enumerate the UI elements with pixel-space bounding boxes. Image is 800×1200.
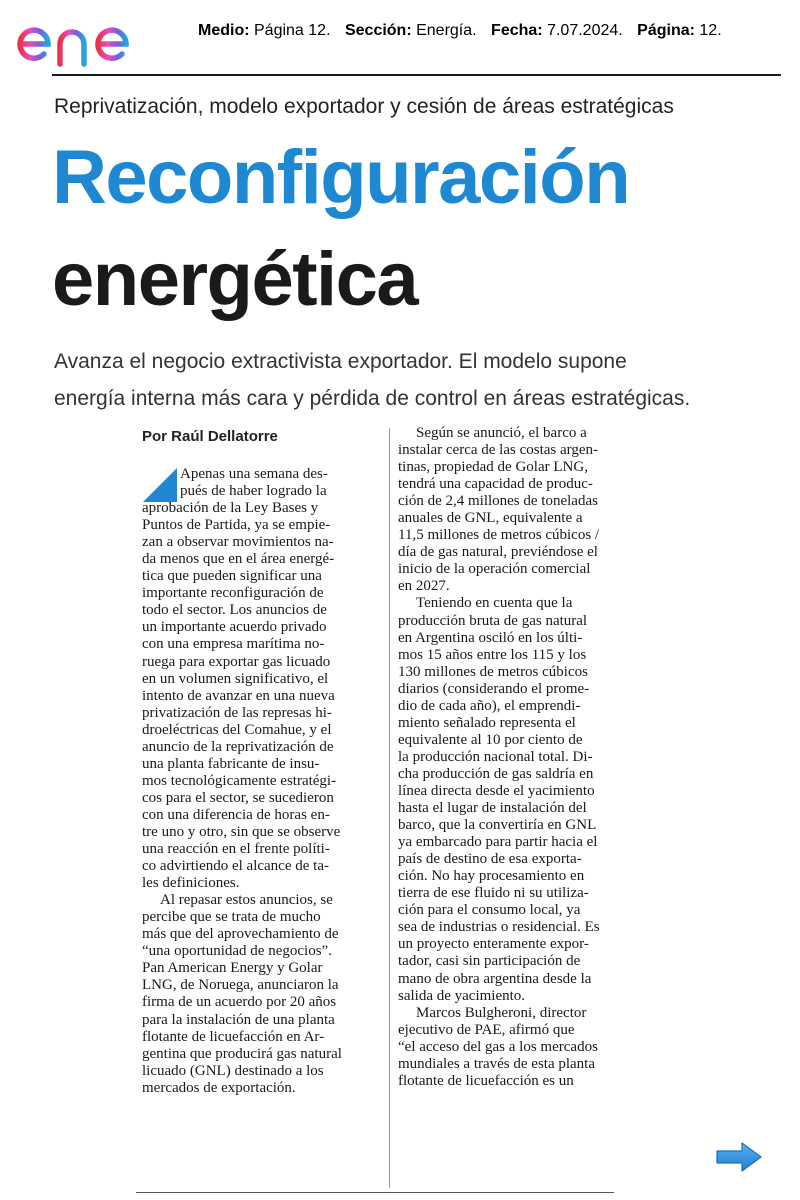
text-line: anuales de GNL, equivalente a (398, 510, 583, 527)
header-divider (52, 74, 781, 76)
text-line: tador, casi sin participación de (398, 953, 581, 970)
seccion-label: Sección: (344, 22, 412, 39)
text-line: tre uno y otro, sin que se observe (142, 823, 341, 840)
text-line: aprobación de la Ley Bases y (142, 500, 319, 517)
fecha-value: 7.07.2024. (547, 22, 623, 39)
text-line: dio de cada año), el emprendi- (398, 697, 581, 714)
text-line: mundiales a través de esta planta (398, 1055, 596, 1072)
publication-metadata (198, 22, 722, 40)
text-line: percibe que se trata de mucho (142, 909, 321, 926)
medio-value: Página 12. (254, 22, 331, 39)
text-line: “una oportunidad de negocios”. (142, 943, 332, 960)
text-line: para la instalación de una planta (142, 1011, 335, 1028)
text-line: tierra de ese fluido ni su utiliza- (398, 885, 589, 902)
text-line: país de destino de esa exporta- (398, 851, 582, 868)
text-line: Según se anunció, el barco a (416, 425, 587, 441)
text-line: cha producción de gas saldría en (398, 765, 594, 782)
text-line: Apenas una semana des- (180, 466, 328, 482)
article-kicker: Reprivatización, modelo exportador y cesión de áreas estratégicas (54, 95, 674, 118)
text-line: la producción nacional total. Di- (398, 748, 593, 765)
text-line: en 2027. (398, 578, 450, 595)
text-line: una planta fabricante de insu- (142, 755, 320, 772)
text-line: hasta el lugar de instalación del (398, 800, 587, 817)
text-line: firma de un acuerdo por 20 años (142, 994, 337, 1011)
text-line: en un volumen significativo, el (142, 670, 329, 687)
text-line: privatización de las represas hi- (142, 704, 332, 721)
text-line: co advirtiendo el alcance de ta- (142, 858, 329, 875)
headline-line-2: energética (52, 237, 418, 322)
text-line: sea de industrias o residencial. Es (398, 919, 600, 936)
enel-logo (14, 8, 184, 70)
text-line: ya embarcado para partir hacia el (398, 834, 598, 851)
text-line: pués de haber logrado la (180, 483, 327, 500)
deck-line-1: Avanza el negocio extractivista exportador. El modelo supone (54, 350, 627, 373)
text-line: zan a observar movimientos na- (142, 534, 334, 551)
text-line: equivalente al 10 por ciento de (398, 731, 583, 748)
text-line: 130 millones de metros cúbicos (398, 663, 588, 680)
text-line: droeléctricas del Comahue, y el (142, 721, 332, 738)
text-line: instalar cerca de las costas argen- (398, 442, 599, 459)
text-line: licuado (GNL) destinado a los (142, 1062, 324, 1079)
text-line: producción bruta de gas natural (398, 612, 588, 629)
column-divider (389, 428, 390, 1188)
text-line: mercados de exportación. (142, 1079, 296, 1096)
text-line: tendrá una capacidad de produc- (398, 476, 593, 493)
article-column-left (142, 466, 380, 1097)
article-deck (54, 343, 774, 417)
text-line: tica que pueden significar una (142, 568, 322, 585)
text-line: Al repasar estos anuncios, se (160, 892, 333, 909)
text-line: Puntos de Partida, ya se empie- (142, 517, 331, 534)
text-line: mos 15 años entre los 115 y los (398, 646, 587, 663)
text-line: tinas, propiedad de Golar LNG, (398, 459, 588, 476)
text-line: Marcos Bulgheroni, director (416, 1004, 587, 1021)
text-line: más que del aprovechamiento de (142, 926, 339, 943)
text-line: intento de avanzar en una nueva (142, 687, 335, 704)
seccion-value: Energía. (416, 22, 477, 39)
pagina-value: 12. (699, 22, 722, 39)
text-line: día de gas natural, previéndose el (398, 544, 598, 561)
text-line: con una empresa marítima no- (142, 636, 325, 653)
text-line: les definiciones. (142, 875, 240, 892)
text-line: cos para el sector, se sucedieron (142, 789, 334, 806)
headline-line-1: Reconfiguración (52, 135, 630, 220)
text-line: ejecutivo de PAE, afirmó que (398, 1021, 575, 1038)
text-line: ción. No hay procesamiento en (398, 868, 585, 885)
text-line: una reacción en el frente políti- (142, 841, 330, 858)
text-line: línea directa desde el yacimiento (398, 782, 595, 799)
text-line: miento señalado representa el (398, 714, 576, 731)
deck-line-2: energía interna más cara y pérdida de control en áreas estratégicas. (54, 387, 691, 410)
text-line: inicio de la operación comercial (398, 561, 591, 578)
text-line: ción para el consumo local, ya (398, 902, 581, 919)
text-line: mano de obra argentina desde la (398, 970, 592, 987)
text-line: con una diferencia de horas en- (142, 806, 330, 823)
text-line: barco, que la convertiría en GNL (398, 817, 597, 834)
bottom-divider (136, 1192, 614, 1193)
text-line: ción de 2,4 millones de toneladas (398, 493, 598, 510)
text-line: en Argentina osciló en los últi- (398, 629, 583, 646)
text-line: flotante de licuefacción en Ar- (142, 1028, 325, 1045)
text-line: todo el sector. Los anuncios de (142, 602, 327, 619)
fecha-label: Fecha: (491, 22, 543, 39)
article-column-right (398, 425, 630, 1090)
text-line: anuncio de la reprivatización de (142, 738, 334, 755)
text-line: flotante de licuefacción es un (398, 1072, 574, 1089)
text-line: da menos que en el área energé- (142, 551, 335, 568)
medio-label: Medio: (198, 22, 250, 39)
text-line: “el acceso del gas a los mercados (398, 1038, 598, 1055)
text-line: Teniendo en cuenta que la (416, 595, 573, 612)
text-line: importante reconfiguración de (142, 585, 324, 602)
text-line: Pan American Energy y Golar (142, 960, 323, 977)
text-line: mos tecnológicamente estratégi- (142, 772, 337, 789)
text-line: gentina que producirá gas natural (142, 1045, 342, 1062)
text-line: 11,5 millones de metros cúbicos / (398, 527, 600, 544)
text-line: ruega para exportar gas licuado (142, 653, 331, 670)
byline: Por Raúl Dellatorre (142, 428, 278, 445)
pagina-label: Página: (637, 22, 695, 39)
arrow-right-icon[interactable] (714, 1140, 764, 1174)
text-line: LNG, de Noruega, anunciaron la (142, 977, 339, 994)
text-line: un importante acuerdo privado (142, 619, 327, 636)
text-line: diarios (considerando el prome- (398, 680, 590, 697)
text-line: salida de yacimiento. (398, 987, 526, 1004)
text-line: un proyecto enteramente expor- (398, 936, 589, 953)
